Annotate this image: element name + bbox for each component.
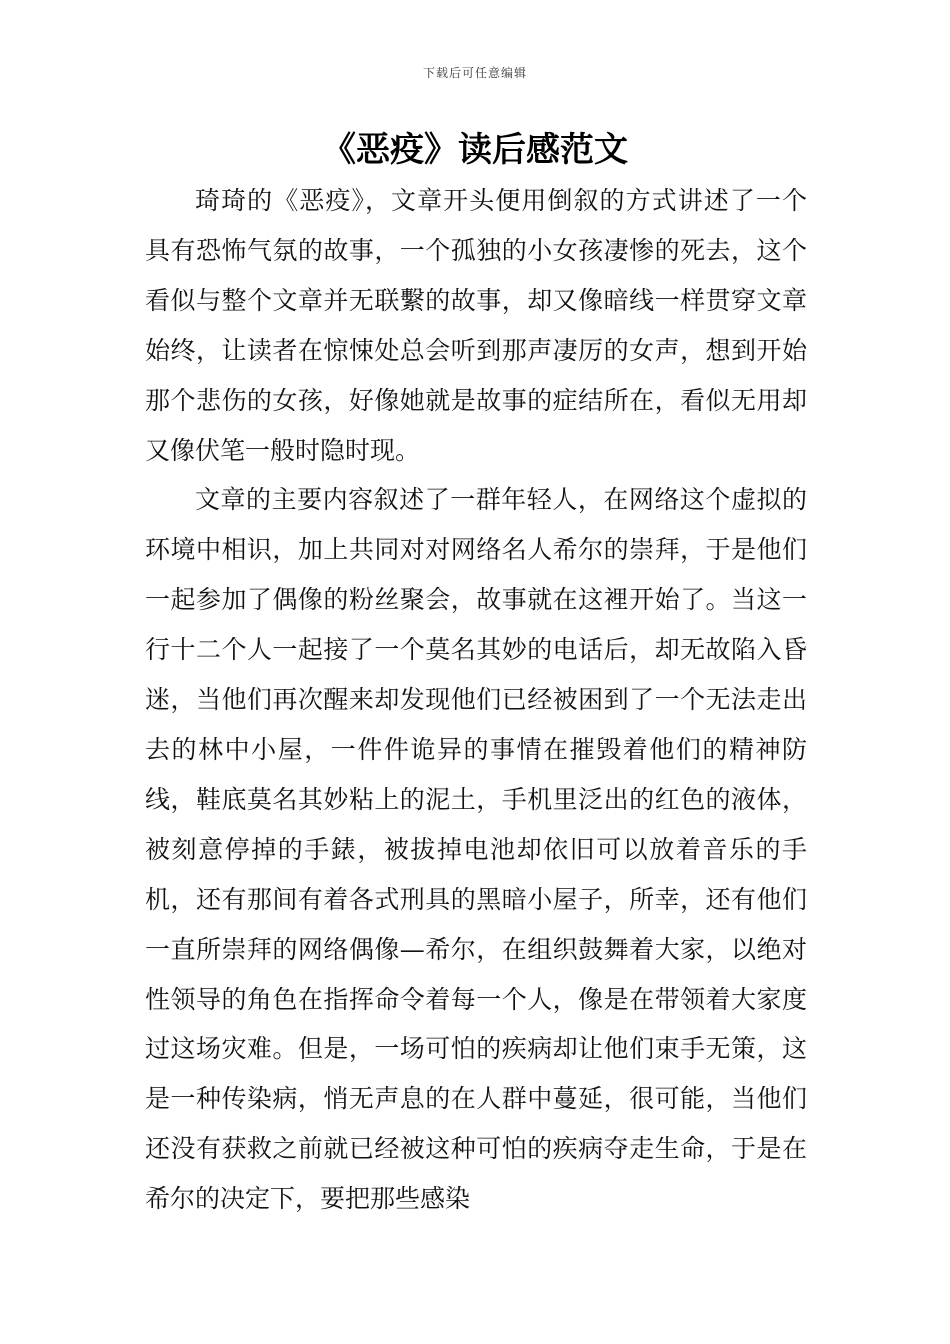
document-title: 《恶疫》读后感范文 <box>322 130 628 170</box>
paragraph: 文章的主要内容叙述了一群年轻人，在网络这个虚拟的环境中相识，加上共同对对网络名人希尔的崇拜，于是他们一起参加了偶像的粉丝聚会，故事就在这裡开始了。当这一行十二个人一起接了一个莫名其妙的电话后，却无故陷入昏迷，当他们再次醒来却发现他们已经被困到了一个无法走出去的林中小屋，一件件诡异的事情在摧毁着他们的精神防线，鞋底莫名其妙粘上的泥土，手机里泛出的红色的液体，被刻意停掉的手錶，被拔掉电池却依旧可以放着音乐的手机，还有那间有着各式刑具的黑暗小屋子，所幸，还有他们一直所崇拜的网络偶像—希尔，在组织鼓舞着大家，以绝对性领导的角色在指挥命令着每一个人，像是在带领着大家度过这场灾难。但是，一场可怕的疾病却让他们束手无策，这是一种传染病，悄无声息的在人群中蔓延，很可能，当他们还没有获救之前就已经被这种可怕的疾病夺走生命，于是在希尔的决定下，要把那些感染 <box>145 485 807 1214</box>
header-note: 下载后可任意编辑 <box>422 66 527 80</box>
document-body <box>145 176 807 1224</box>
paragraph: 琦琦的《恶疫》，文章开头便用倒叙的方式讲述了一个具有恐怖气氛的故事，一个孤独的小女孩凄惨的死去，这个看似与整个文章并无联繫的故事，却又像暗线一样贯穿文章始终，让读者在惊悚处总会听到那声凄厉的女声，想到开始那个悲伤的女孩，好像她就是故事的症结所在，看似无用却又像伏笔一般时隐时现。 <box>145 186 807 465</box>
